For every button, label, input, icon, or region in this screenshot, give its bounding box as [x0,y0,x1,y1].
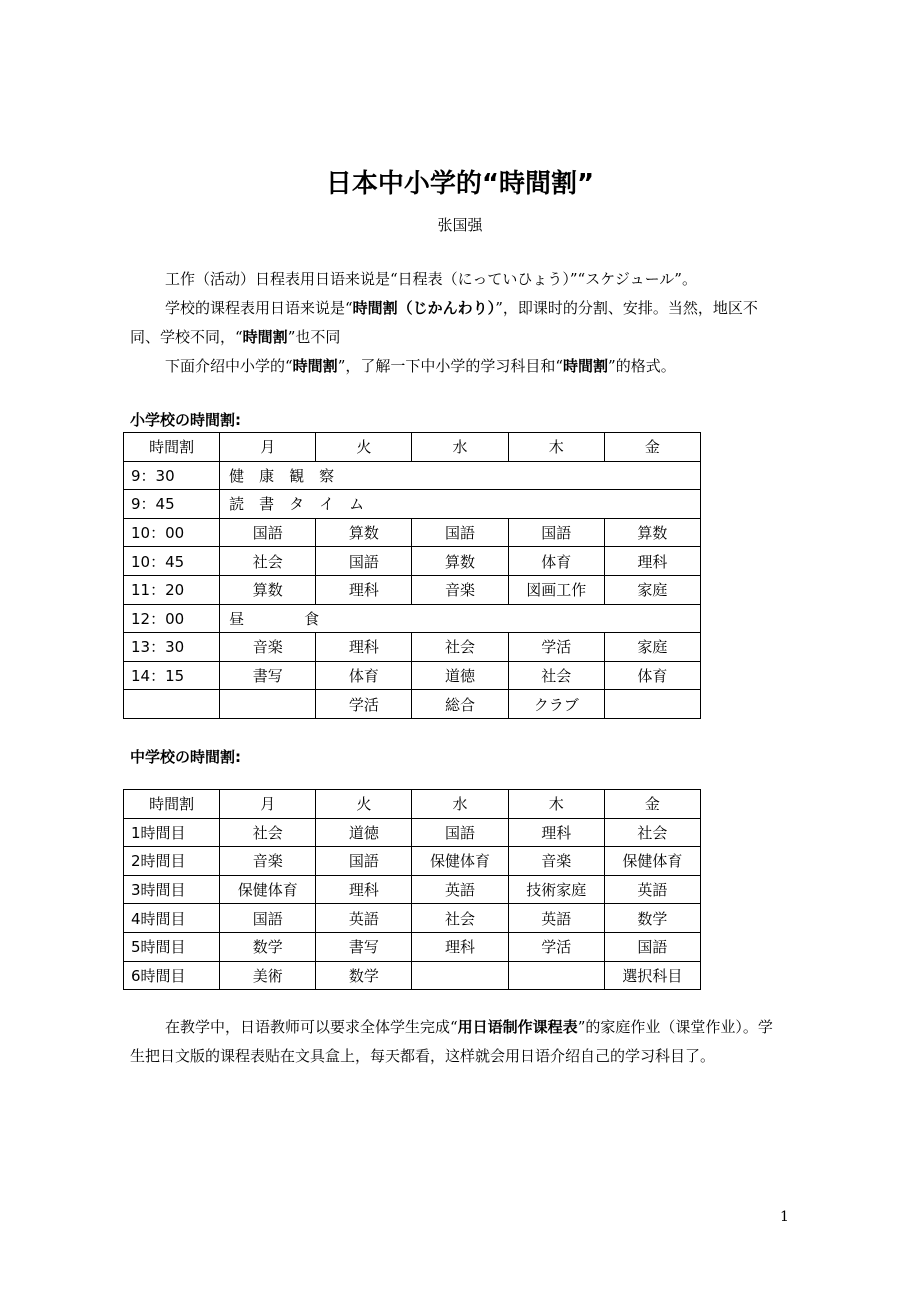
paragraph-text: ”的家庭作业（课堂作业）。学生把日文版的课程表贴在文具盒上，每天都看，这样就会用日语介绍自己的学习科目了。 [130,1018,773,1065]
table-row [124,875,701,904]
junior-timetable [123,789,701,990]
header-cell: 月 [220,433,316,462]
header-cell: 火 [316,433,412,462]
subject-cell: 国語 [412,818,508,847]
table-row [124,461,701,490]
subject-cell: 書写 [220,661,316,690]
table-row [124,961,701,990]
subject-cell: 国語 [316,847,412,876]
subject-cell: 選択科目 [604,961,700,990]
time-cell: 13：30 [124,633,220,662]
time-cell: 10：00 [124,518,220,547]
table-row [124,518,701,547]
table-row [124,633,701,662]
subject-cell: 家庭 [604,575,700,604]
time-cell: 12：00 [124,604,220,633]
subject-cell: 体育 [508,547,604,576]
subject-cell: 学活 [316,690,412,719]
bold-term: 用日语制作课程表 [457,1018,578,1036]
subject-cell: 国語 [412,518,508,547]
time-cell [124,690,220,719]
table-row [124,547,701,576]
subject-cell: 国語 [220,518,316,547]
bold-term: 時間割（じかんわり） [352,299,496,317]
subject-cell: 道徳 [412,661,508,690]
subject-cell: 保健体育 [220,875,316,904]
subject-cell: 音楽 [412,575,508,604]
subject-cell: 学活 [508,633,604,662]
paragraph-text: 学校的课程表用日语来说是“ [165,299,353,317]
subject-cell: 理科 [604,547,700,576]
subject-cell: 学活 [508,932,604,961]
subject-cell: 英語 [604,875,700,904]
table-header-row [124,433,701,462]
subject-cell: 数学 [220,932,316,961]
activity-cell: 読 書 タ イ ム [220,490,701,519]
subject-cell: 社会 [604,818,700,847]
subject-cell [412,961,508,990]
page-title: 日本中小学的“時間割” [325,169,595,199]
period-cell: 6時間目 [124,961,220,990]
header-cell: 水 [412,433,508,462]
paragraph-text: ”，即课时的分割、安排。当然，地区不同、学校不同，“ [130,299,758,346]
subject-cell: 体育 [316,661,412,690]
paragraph-introduction-format [130,352,782,381]
bold-term: 時間割 [242,328,288,346]
table-row [124,932,701,961]
period-cell: 5時間目 [124,932,220,961]
header-cell: 火 [316,790,412,819]
header-cell: 金 [604,790,700,819]
header-cell: 金 [604,433,700,462]
table-row [124,604,701,633]
table-row [124,847,701,876]
subject-cell: 図画工作 [508,575,604,604]
header-cell: 水 [412,790,508,819]
time-cell: 9：30 [124,461,220,490]
subject-cell: 理科 [316,875,412,904]
subject-cell: 数学 [604,904,700,933]
period-cell: 4時間目 [124,904,220,933]
subject-cell: 体育 [604,661,700,690]
activity-cell: 健 康 観 察 [220,461,701,490]
table-header-row [124,790,701,819]
subject-cell: 算数 [604,518,700,547]
subject-cell: 理科 [508,818,604,847]
subject-cell: 家庭 [604,633,700,662]
subject-cell: 数学 [316,961,412,990]
subject-cell: 美術 [220,961,316,990]
header-cell: 時間割 [124,790,220,819]
paragraph-homework [130,1013,782,1071]
elementary-timetable [123,432,701,719]
subject-cell: 理科 [316,575,412,604]
subject-cell: 社会 [220,547,316,576]
activity-cell: 昼 食 [220,604,701,633]
paragraph-text: 下面介绍中小学的“ [165,357,293,375]
paragraph-text: 在教学中，日语教师可以要求全体学生完成“ [165,1018,458,1036]
table-row [124,661,701,690]
time-cell: 11：20 [124,575,220,604]
table-row [124,490,701,519]
subject-cell: 書写 [316,932,412,961]
author-name: 张国强 [437,216,483,234]
subject-cell: 音楽 [508,847,604,876]
subject-cell: 算数 [412,547,508,576]
subject-cell: 英語 [316,904,412,933]
header-cell: 時間割 [124,433,220,462]
subject-cell [508,961,604,990]
header-cell: 木 [508,790,604,819]
period-cell: 3時間目 [124,875,220,904]
junior-heading: 中学校の時間割: [130,748,241,766]
paragraph-text: ”，了解一下中小学的学习科目和“ [337,357,564,375]
subject-cell: 社会 [412,633,508,662]
subject-cell: 音楽 [220,633,316,662]
time-cell: 14：15 [124,661,220,690]
bold-term: 時間割 [292,357,338,375]
subject-cell: 国語 [508,518,604,547]
subject-cell: 音楽 [220,847,316,876]
subject-cell: 国語 [604,932,700,961]
period-cell: 2時間目 [124,847,220,876]
header-cell: 月 [220,790,316,819]
subject-cell: 保健体育 [604,847,700,876]
table-row [124,690,701,719]
subject-cell: 社会 [508,661,604,690]
paragraph-text: ”也不同 [287,328,341,346]
subject-cell: 算数 [316,518,412,547]
subject-cell: 英語 [412,875,508,904]
time-cell: 10：45 [124,547,220,576]
subject-cell [220,690,316,719]
subject-cell: クラブ [508,690,604,719]
table-row [124,575,701,604]
subject-cell: 算数 [220,575,316,604]
subject-cell: 英語 [508,904,604,933]
bold-term: 時間割 [563,357,609,375]
subject-cell [604,690,700,719]
subject-cell: 国語 [220,904,316,933]
paragraph-school-schedule [130,294,782,352]
page-number: 1 [780,1209,789,1225]
elementary-heading: 小学校の時間割: [130,411,241,429]
subject-cell: 道徳 [316,818,412,847]
subject-cell: 保健体育 [412,847,508,876]
table-row [124,818,701,847]
period-cell: 1時間目 [124,818,220,847]
time-cell: 9：45 [124,490,220,519]
subject-cell: 社会 [220,818,316,847]
paragraph-text: ”的格式。 [608,357,676,375]
subject-cell: 技術家庭 [508,875,604,904]
subject-cell: 理科 [316,633,412,662]
subject-cell: 国語 [316,547,412,576]
table-row [124,904,701,933]
paragraph-intro: 工作（活动）日程表用日语来说是“日程表（にっていひょう）”“スケジュール”。 [165,270,697,288]
subject-cell: 理科 [412,932,508,961]
header-cell: 木 [508,433,604,462]
subject-cell: 社会 [412,904,508,933]
subject-cell: 総合 [412,690,508,719]
